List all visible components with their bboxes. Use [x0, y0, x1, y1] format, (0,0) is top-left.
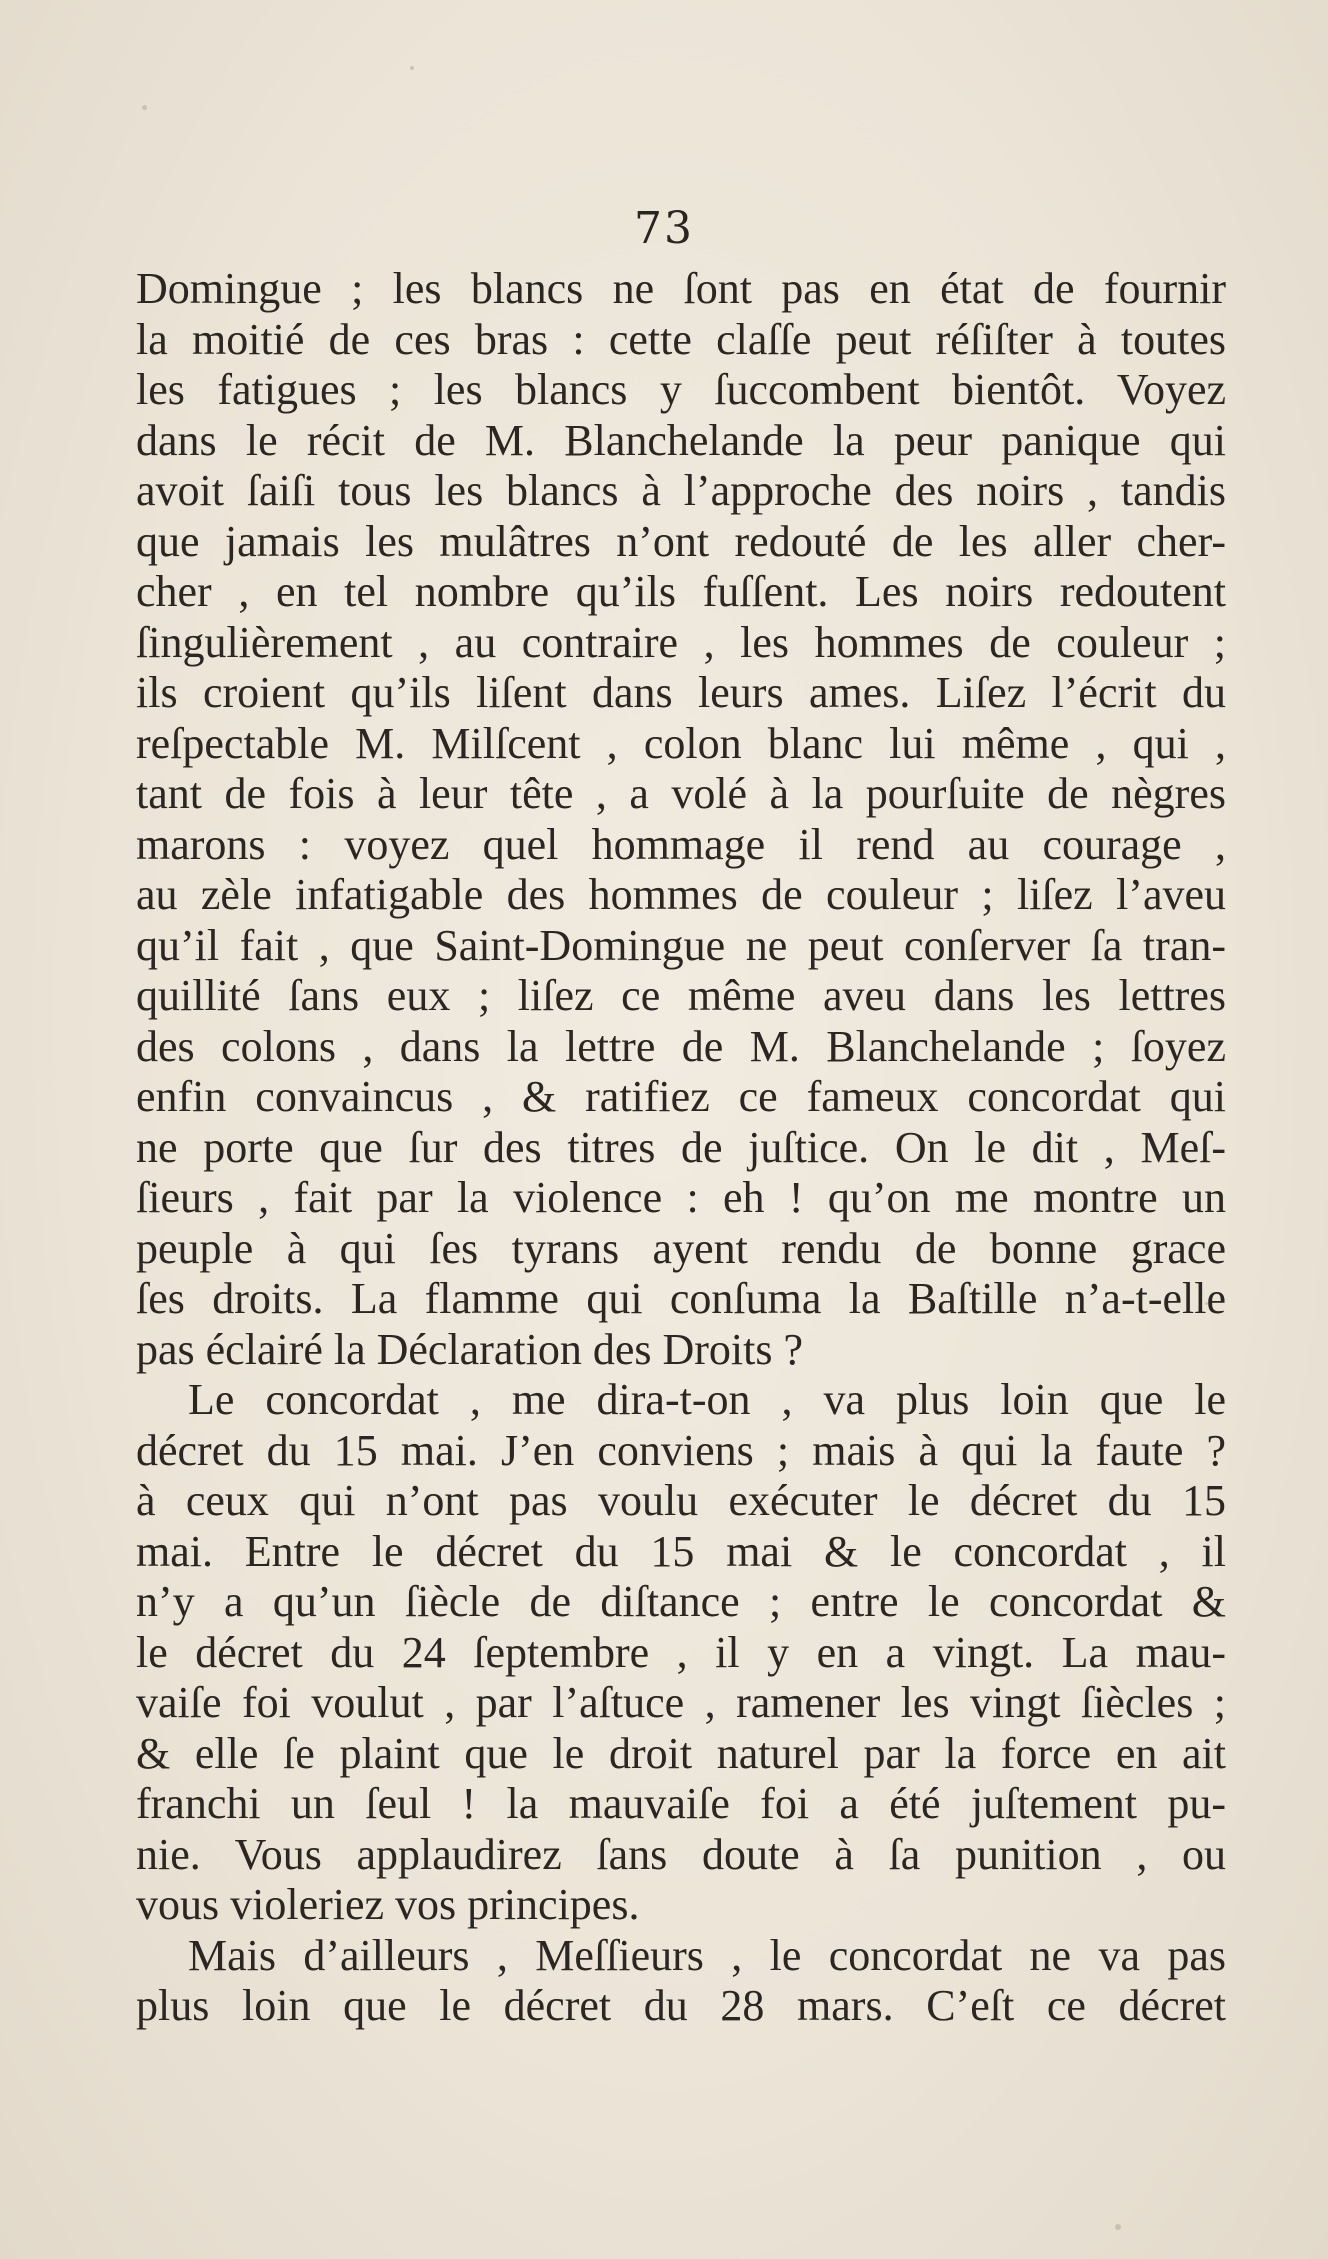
text-line: ſes droits. La flamme qui conſuma la Baſtille n’a-t-elle — [136, 1274, 1226, 1323]
text-line: Mais d’ailleurs , Meſſieurs , le concordat ne va pas — [188, 1930, 1226, 1980]
text-line: Le concordat , me dira-t-on , va plus loin que le — [188, 1375, 1226, 1424]
text-line: ils croient qu’ils liſent dans leurs ames. Liſez l’écrit du — [136, 668, 1226, 717]
text-line: plus loin que le décret du 28 mars. C’eſt ce décret — [136, 1981, 1226, 2030]
text-line: au zèle infatigable des hommes de couleur ; liſez l’aveu — [136, 870, 1226, 919]
text-line: décret du 15 mai. J’en conviens ; mais à qui la faute ? — [136, 1425, 1226, 1475]
paper-speck — [142, 105, 147, 110]
text-line: peuple à qui ſes tyrans ayent rendu de bonne grace — [136, 1223, 1226, 1273]
text-line: des colons , dans la lettre de M. Blanchelande ; ſoyez — [136, 1021, 1226, 1071]
text-line: quillité ſans eux ; liſez ce même aveu dans les lettres — [136, 971, 1226, 1020]
text-line: le décret du 24 ſeptembre , il y en a vingt. La mau- — [136, 1627, 1226, 1677]
text-line: que jamais les mulâtres n’ont redouté de les aller cher- — [136, 516, 1226, 566]
text-line: la moitié de ces bras : cette claſſe peut réſiſter à toutes — [136, 314, 1226, 364]
text-line: à ceux qui n’ont pas voulu exécuter le décret du 15 — [136, 1476, 1226, 1525]
paper-speck — [1115, 2224, 1121, 2230]
text-line: mai. Entre le décret du 15 mai & le concordat , il — [136, 1526, 1226, 1576]
text-line: & elle ſe plaint que le droit naturel par la force en ait — [136, 1728, 1226, 1778]
text-line: ſingulièrement , au contraire , les hommes de couleur ; — [136, 617, 1226, 667]
text-line: tant de fois à leur tête , a volé à la pourſuite de nègres — [136, 769, 1226, 818]
text-line: dans le récit de M. Blanchelande la peur panique qui — [136, 415, 1226, 465]
text-line: qu’il fait , que Saint-Domingue ne peut conſerver ſa tran- — [136, 920, 1226, 970]
text-line: avoit ſaiſi tous les blancs à l’approche des noirs , tandis — [136, 466, 1226, 515]
text-line: marons : voyez quel hommage il rend au courage , — [136, 819, 1226, 869]
text-line: les fatigues ; les blancs y ſuccombent bientôt. Voyez — [136, 365, 1226, 414]
text-line: enfin convaincus , & ratifiez ce fameux concordat qui — [136, 1072, 1226, 1121]
text-line: n’y a qu’un ſiècle de diſtance ; entre le concordat & — [136, 1577, 1226, 1626]
text-line: Domingue ; les blancs ne ſont pas en état de fournir — [136, 264, 1226, 313]
text-line: nie. Vous applaudirez ſans doute à ſa punition , ou — [136, 1829, 1226, 1879]
text-line: ne porte que ſur des titres de juſtice. On le dit , Meſ- — [136, 1122, 1226, 1172]
body-text — [136, 264, 1226, 2032]
page-number: 73 — [634, 203, 694, 254]
text-line: vaiſe foi voulut , par l’aſtuce , ramener les vingt ſiècles ; — [136, 1678, 1226, 1727]
text-line: vous violeriez vos principes. — [136, 1880, 640, 1929]
text-line: cher , en tel nombre qu’ils fuſſent. Les noirs redoutent — [136, 567, 1226, 616]
text-line: franchi un ſeul ! la mauvaiſe foi a été juſtement pu- — [136, 1779, 1226, 1828]
text-line: pas éclairé la Déclaration des Droits ? — [136, 1324, 804, 1374]
text-line: ſieurs , fait par la violence : eh ! qu’on me montre un — [136, 1173, 1226, 1222]
paper-speck — [410, 66, 414, 70]
text-line: reſpectable M. Milſcent , colon blanc lui même , qui , — [136, 718, 1226, 768]
